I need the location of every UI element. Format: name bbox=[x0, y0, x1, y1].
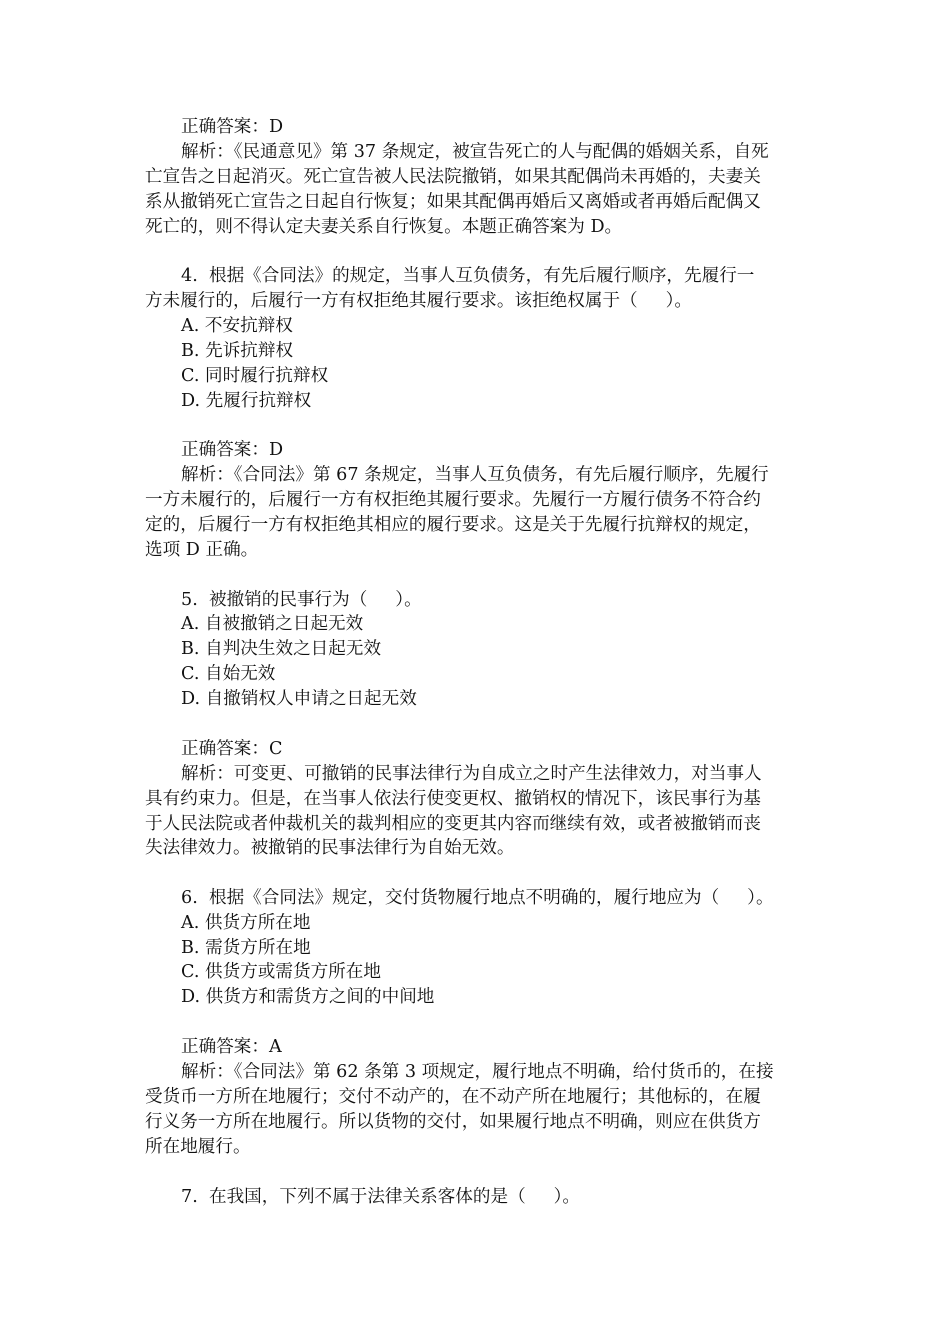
analysis-line: 具有约束力。但是，在当事人依法行使变更权、撤销权的情况下，该民事行为基 bbox=[145, 789, 761, 809]
analysis-line: 解析：《民通意见》第 37 条规定，被宣告死亡的人与配偶的婚姻关系，自死 bbox=[181, 142, 769, 162]
option-d: D. 先履行抗辩权 bbox=[181, 391, 312, 411]
analysis-line: 一方未履行的，后履行一方有权拒绝其履行要求。先履行一方履行债务不符合约 bbox=[145, 490, 761, 510]
analysis-line: 失法律效力。被撤销的民事法律行为自始无效。 bbox=[145, 838, 515, 858]
answer-line: 正确答案：D bbox=[181, 117, 284, 137]
analysis-line: 解析：可变更、可撤销的民事法律行为自成立之时产生法律效力，对当事人 bbox=[181, 764, 762, 784]
analysis-line: 所在地履行。 bbox=[145, 1137, 251, 1157]
option-b: B. 需货方所在地 bbox=[181, 938, 311, 958]
option-c: C. 同时履行抗辩权 bbox=[181, 366, 329, 386]
option-a: A. 供货方所在地 bbox=[181, 913, 311, 933]
option-d: D. 供货方和需货方之间的中间地 bbox=[181, 987, 435, 1007]
analysis-line: 受货币一方所在地履行；交付不动产的，在不动产所在地履行；其他标的，在履 bbox=[145, 1087, 761, 1107]
option-d: D. 自撤销权人申请之日起无效 bbox=[181, 689, 417, 709]
option-c: C. 供货方或需货方所在地 bbox=[181, 962, 381, 982]
question-stem: 5. 被撤销的民事行为（ ）。 bbox=[181, 590, 422, 610]
analysis-line: 定的，后履行一方有权拒绝其相应的履行要求。这是关于先履行抗辩权的规定， bbox=[145, 515, 761, 535]
option-c: C. 自始无效 bbox=[181, 664, 276, 684]
option-b: B. 自判决生效之日起无效 bbox=[181, 639, 382, 659]
option-a: A. 自被撤销之日起无效 bbox=[181, 614, 364, 634]
answer-line: 正确答案：D bbox=[181, 440, 284, 460]
analysis-line: 死亡的，则不得认定夫妻关系自行恢复。本题正确答案为 D。 bbox=[145, 217, 623, 237]
question-stem: 方未履行的，后履行一方有权拒绝其履行要求。该拒绝权属于（ ）。 bbox=[145, 291, 692, 311]
analysis-line: 于人民法院或者仲裁机关的裁判相应的变更其内容而继续有效，或者被撤销而丧 bbox=[145, 814, 761, 834]
question-stem: 7. 在我国，下列不属于法律关系客体的是（ ）。 bbox=[181, 1187, 581, 1207]
analysis-line: 亡宣告之日起消灭。死亡宣告被人民法院撤销，如果其配偶尚未再婚的，夫妻关 bbox=[145, 167, 761, 187]
option-b: B. 先诉抗辩权 bbox=[181, 341, 294, 361]
analysis-line: 解析：《合同法》第 67 条规定，当事人互负债务，有先后履行顺序，先履行 bbox=[181, 465, 769, 485]
question-stem: 6. 根据《合同法》规定，交付货物履行地点不明确的，履行地应为（ ）。 bbox=[181, 888, 774, 908]
question-stem: 4. 根据《合同法》的规定，当事人互负债务，有先后履行顺序，先履行一 bbox=[181, 266, 755, 286]
analysis-line: 选项 D 正确。 bbox=[145, 540, 259, 560]
option-a: A. 不安抗辩权 bbox=[181, 316, 293, 336]
answer-line: 正确答案：C bbox=[181, 739, 283, 759]
answer-line: 正确答案：A bbox=[181, 1037, 282, 1057]
analysis-line: 系从撤销死亡宣告之日起自行恢复；如果其配偶再婚后又离婚或者再婚后配偶又 bbox=[145, 192, 761, 212]
analysis-line: 行义务一方所在地履行。所以货物的交付，如果履行地点不明确，则应在供货方 bbox=[145, 1112, 761, 1132]
analysis-line: 解析：《合同法》第 62 条第 3 项规定，履行地点不明确，给付货币的，在接 bbox=[181, 1062, 774, 1082]
